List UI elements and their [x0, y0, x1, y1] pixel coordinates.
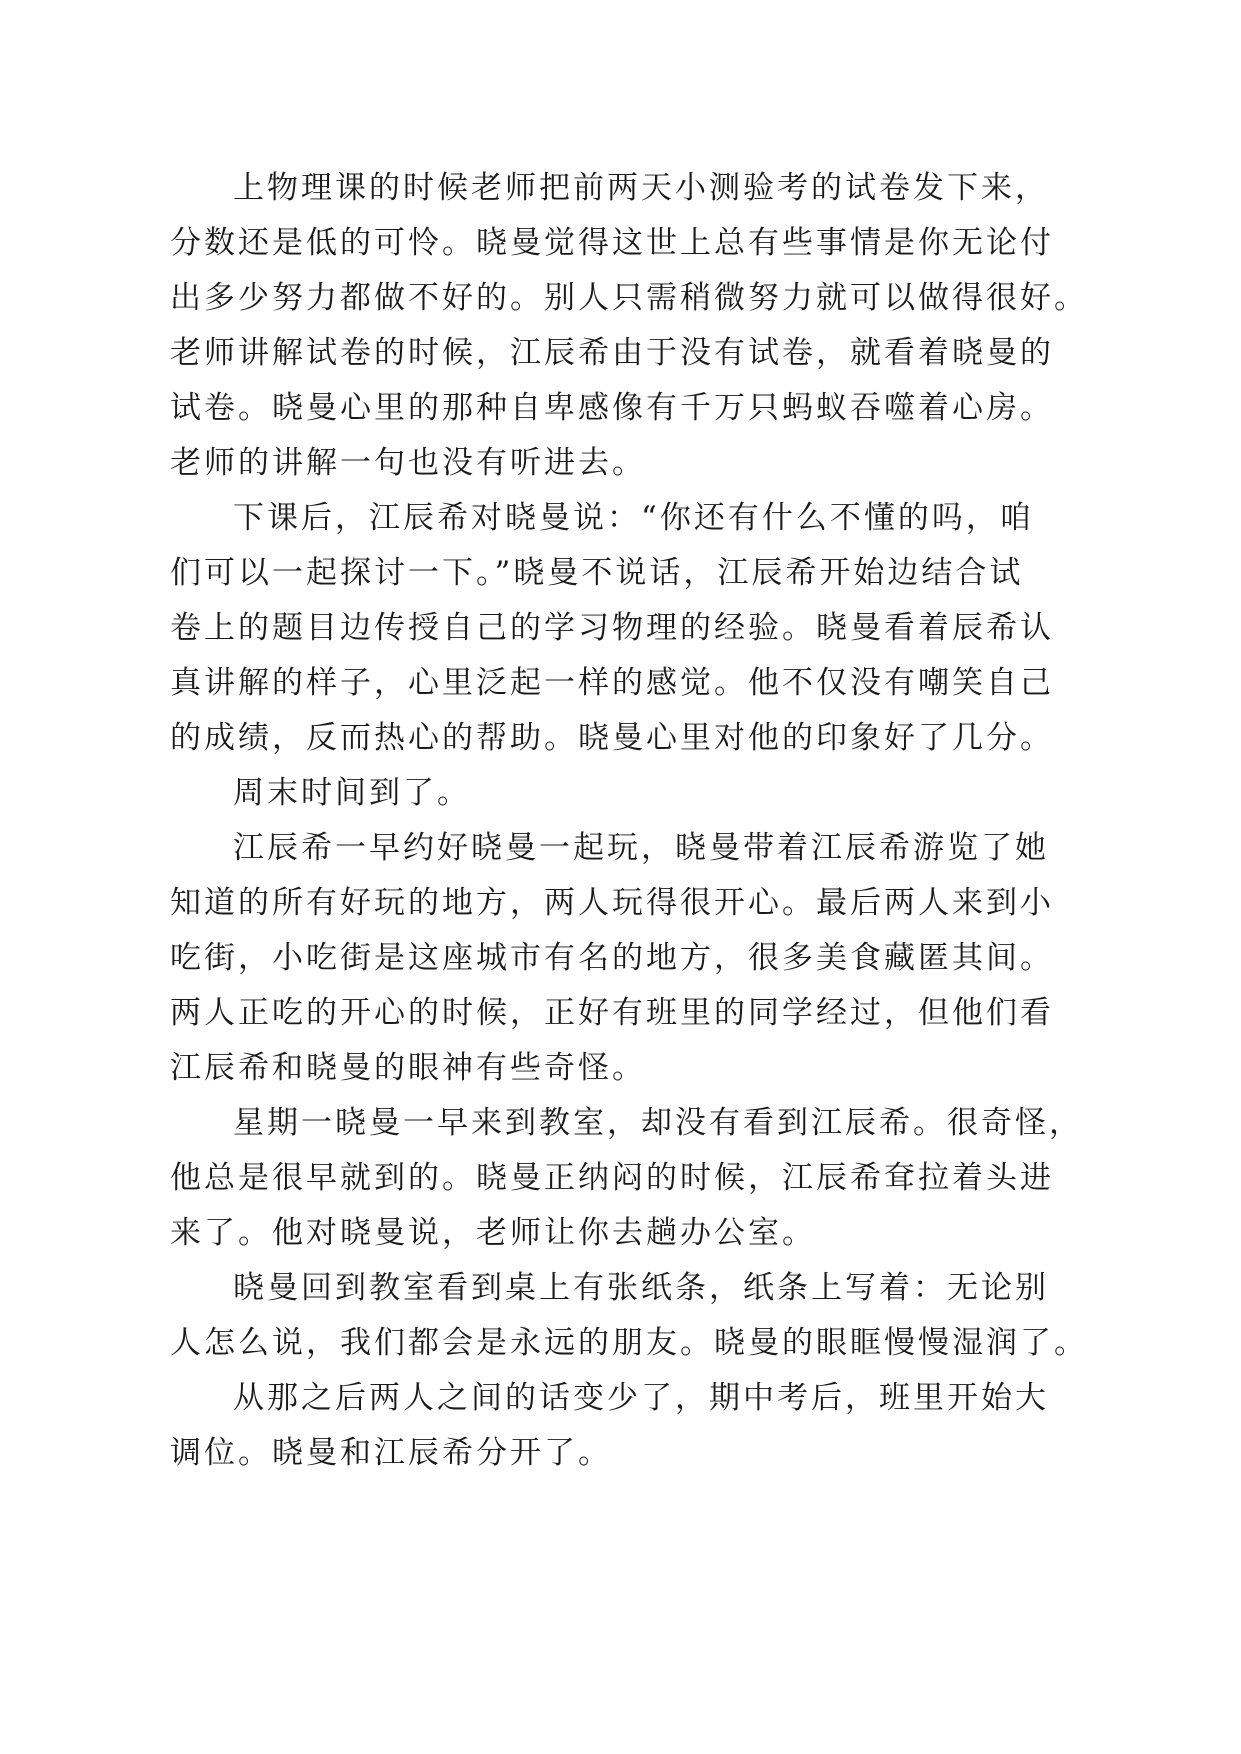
text-line: 的成绩，反而热心的帮助。晓曼心里对他的印象好了几分。 — [170, 720, 1054, 756]
text-line: 他总是很早就到的。晓曼正纳闷的时候，江辰希耷拉着头进 — [170, 1160, 1054, 1196]
text-line: 吃街，小吃街是这座城市有名的地方，很多美食藏匿其间。 — [170, 940, 1054, 976]
text-line: 江辰希一早约好晓曼一起玩，晓曼带着江辰希游览了她 — [233, 830, 1049, 866]
text-line: 上物理课的时候老师把前两天小测验考的试卷发下来， — [233, 170, 1049, 206]
text-line: 人怎么说，我们都会是永远的朋友。晓曼的眼眶慢慢湿润了。 — [170, 1325, 1088, 1361]
text-line: 江辰希和晓曼的眼神有些奇怪。 — [170, 1050, 646, 1086]
text-line: 晓曼回到教室看到桌上有张纸条，纸条上写着：无论别 — [233, 1270, 1049, 1306]
text-line: 们可以一起探讨一下。”晓曼不说话，江辰希开始边结合试 — [170, 555, 1024, 591]
text-line: 周末时间到了。 — [233, 775, 471, 811]
text-line: 分数还是低的可怜。晓曼觉得这世上总有些事情是你无论付 — [170, 225, 1054, 261]
text-line: 知道的所有好玩的地方，两人玩得很开心。最后两人来到小 — [170, 885, 1054, 921]
text-line: 从那之后两人之间的话变少了，期中考后，班里开始大 — [233, 1380, 1049, 1416]
text-line: 下课后，江辰希对晓曼说：“你还有什么不懂的吗，咱 — [233, 500, 1034, 536]
text-line: 来了。他对晓曼说，老师让你去趟办公室。 — [170, 1215, 816, 1251]
text-line: 老师讲解试卷的时候，江辰希由于没有试卷，就看着晓曼的 — [170, 335, 1054, 371]
text-line: 调位。晓曼和江辰希分开了。 — [170, 1435, 612, 1471]
text-line: 老师的讲解一句也没有听进去。 — [170, 445, 646, 481]
text-line: 真讲解的样子，心里泛起一样的感觉。他不仅没有嘲笑自己 — [170, 665, 1054, 701]
text-line: 星期一晓曼一早来到教室，却没有看到江辰希。很奇怪， — [233, 1105, 1083, 1141]
text-line: 出多少努力都做不好的。别人只需稍微努力就可以做得很好。 — [170, 280, 1088, 316]
text-line: 试卷。晓曼心里的那种自卑感像有千万只蚂蚁吞噬着心房。 — [170, 390, 1054, 426]
text-line: 卷上的题目边传授自己的学习物理的经验。晓曼看着辰希认 — [170, 610, 1054, 646]
text-line: 两人正吃的开心的时候，正好有班里的同学经过，但他们看 — [170, 995, 1054, 1031]
